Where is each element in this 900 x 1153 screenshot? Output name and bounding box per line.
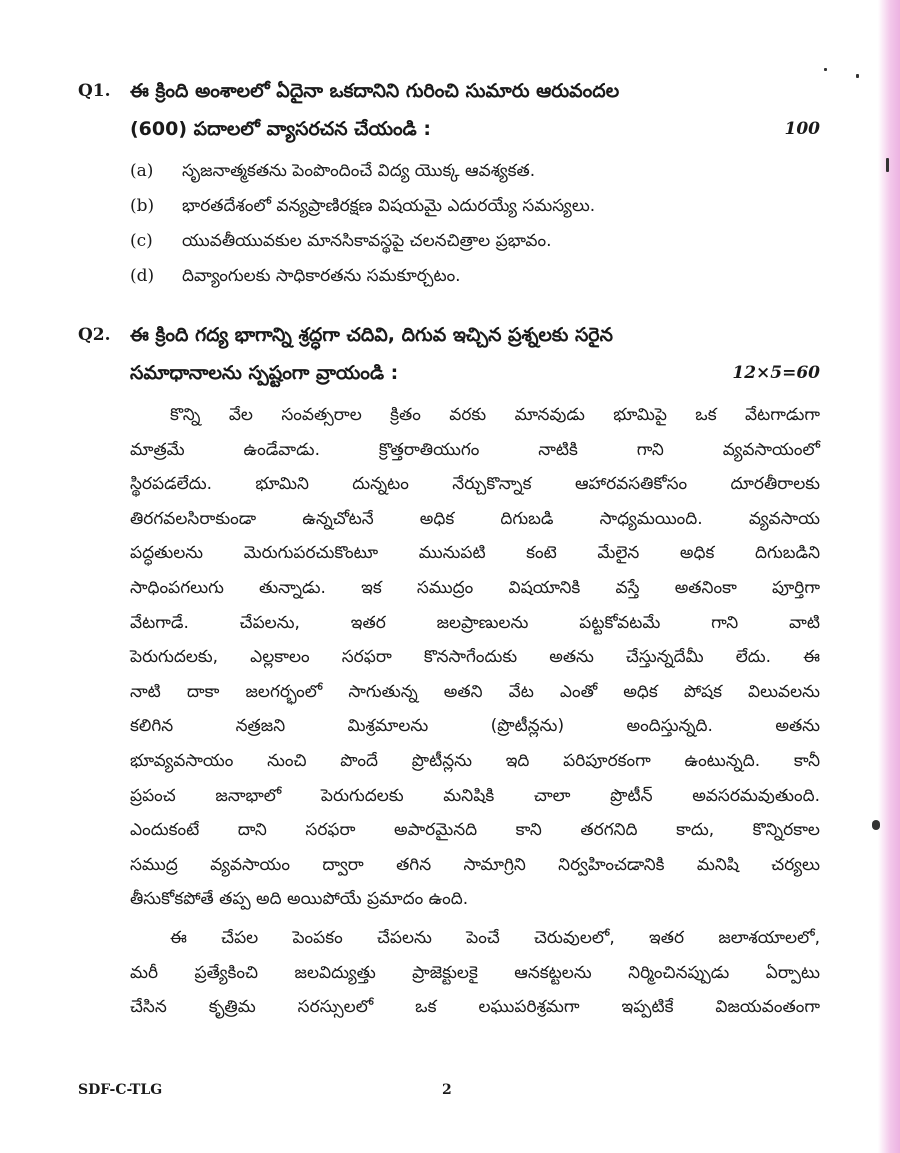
passage-line: మరీ ప్రత్యేకించి జలవిద్యుత్తు ప్రాజెక్టులకై ఆనకట్టలను నిర్మించినప్పుడు ఏర్పాటు xyxy=(130,962,820,983)
question-1-marks: 100 xyxy=(784,119,820,139)
passage-line: చేసిన కృత్రిమ సరస్సులలో ఒక లఘుపరిశ్రమగా ఇప్పటికే విజయవంతంగా xyxy=(130,997,820,1018)
option-label: (d) xyxy=(130,266,155,286)
option-b xyxy=(130,189,810,224)
passage-line: ఎందుకంటే దాని సరఫరా అపారమైనది కాని తరగనిది కాదు, కొన్నిరకాల xyxy=(130,820,820,841)
option-d xyxy=(130,259,810,294)
passage-line: ఈ చేపల పెంపకం చేపలను పెంచే చెరువులలో, ఇతర జలాశయాలలో, xyxy=(170,927,820,948)
question-1-number: Q1. xyxy=(78,81,111,101)
scan-speck xyxy=(824,68,827,71)
question-2 xyxy=(78,316,820,392)
scan-speck xyxy=(886,158,889,172)
option-text: భారతదేశంలో వన్యప్రాణిరక్షణ విషయమై ఎదురయ్యే సమస్యలు. xyxy=(182,196,596,216)
question-1-text-line-1: ఈ క్రింది అంశాలలో ఏదైనా ఒకదానిని గురించి సుమారు ఆరువందల xyxy=(130,80,620,102)
paper-code: SDF-C-TLG xyxy=(78,1082,163,1098)
question-1-text-line-2: (600) పదాలలో వ్యాసరచన చేయండి : xyxy=(130,118,431,140)
passage-line: వేటగాడే. చేపలను, ఇతర జలప్రాణులను పట్టకోవటమే గాని వాటి xyxy=(130,612,820,633)
passage-line: కొన్ని వేల సంవత్సరాల క్రితం వరకు మానవుడు భూమిపై ఒక వేటగాడుగా xyxy=(170,405,820,425)
passage-line: సాధింపగలుగు తున్నాడు. ఇక సముద్రం విషయానికి వస్తే అతనింకా పూర్తిగా xyxy=(130,577,820,598)
question-2-text-line-2: సమాధానాలను స్పష్టంగా వ్రాయండి : xyxy=(130,362,399,384)
passage xyxy=(130,398,820,1025)
passage-line: మాత్రమే ఉండేవాడు. క్రొత్తరాతియుగం నాటికి గాని వ్యవసాయంలో xyxy=(130,439,820,460)
passage-line: ప్రపంచ జనాభాలో పెరుగుదలకు మనిషికి చాలా ప్రొటీన్ అవసరమవుతుంది. xyxy=(130,785,820,806)
passage-line: స్థిరపడలేదు. భూమిని దున్నటం నేర్చుకొన్నాక ఆహారవసతికోసం దూరతీరాలకు xyxy=(130,474,820,495)
passage-line: పెరుగుదలకు, ఎల్లకాలం సరఫరా కొనసాగేందుకు అతను చేస్తున్నదేమీ లేదు. ఈ xyxy=(130,647,820,668)
passage-line: భూవ్యవసాయం నుంచి పొందే ప్రొటీన్లను ఇది పరిపూరకంగా ఉంటున్నది. కానీ xyxy=(130,750,820,771)
option-label: (c) xyxy=(130,231,153,251)
passage-paragraph-2 xyxy=(130,921,820,1025)
question-2-marks: 12×5=60 xyxy=(732,363,820,383)
option-c xyxy=(130,224,810,259)
question-1 xyxy=(78,72,820,148)
option-text: దివ్యాంగులకు సాధికారతను సమకూర్చటం. xyxy=(182,266,461,286)
page-number: 2 xyxy=(442,1082,452,1098)
scan-speck xyxy=(872,820,880,830)
passage-line: తిరగవలసిరాకుండా ఉన్నచోటనే అధిక దిగుబడి సాధ్యమయింది. వ్యవసాయ xyxy=(130,508,820,529)
passage-line: సముద్ర వ్యవసాయం ద్వారా తగిన సామాగ్రిని నిర్వహించడానికి మనిషి చర్యలు xyxy=(130,854,820,875)
option-label: (a) xyxy=(130,161,154,181)
scan-speck xyxy=(856,74,859,78)
passage-line: పద్ధతులను మెరుగుపరచుకొంటూ మునుపటి కంటె మేలైన అధిక దిగుబడిని xyxy=(130,543,820,564)
option-text: సృజనాత్మకతను పెంపొందించే విద్య యొక్క ఆవశ్యకత. xyxy=(182,161,536,181)
page-edge-stain xyxy=(878,0,900,1153)
passage-line: కలిగిన నత్రజని మిశ్రమాలను (ప్రొటీన్లను) అందిస్తున్నది. అతను xyxy=(130,716,820,737)
question-1-options xyxy=(130,154,810,294)
passage-line: నాటి దాకా జలగర్భంలో సాగుతున్న అతని వేట ఎంతో అధిక పోషక విలువలను xyxy=(130,681,820,702)
option-a xyxy=(130,154,810,189)
passage-line: తీసుకోకపోతే తప్ప అది అయిపోయే ప్రమాదం ఉంది. xyxy=(130,889,469,910)
question-2-number: Q2. xyxy=(78,325,111,345)
passage-paragraph-1 xyxy=(130,398,820,917)
option-label: (b) xyxy=(130,196,155,216)
option-text: యువతీయువకుల మానసికావస్థపై చలనచిత్రాల ప్రభావం. xyxy=(182,231,552,251)
question-2-text-line-1: ఈ క్రింది గద్య భాగాన్ని శ్రద్ధగా చదివి, దిగువ ఇచ్చిన ప్రశ్నలకు సరైన xyxy=(130,324,613,346)
